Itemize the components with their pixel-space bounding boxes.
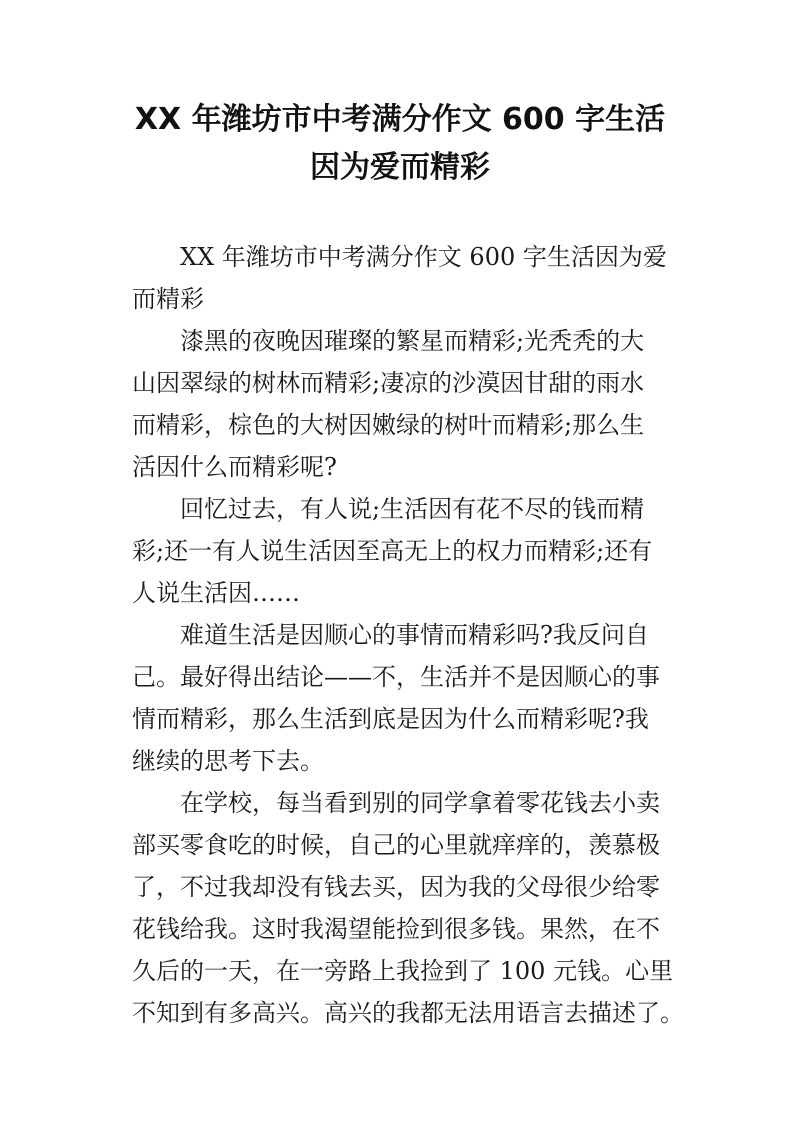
body-line: 回忆过去，有人说;生活因有花不尽的钱而精 <box>180 495 645 523</box>
body-line: 己。最好得出结论——不，生活并不是因顺心的事 <box>132 663 660 691</box>
body-line: 难道生活是因顺心的事情而精彩吗?我反问自 <box>180 621 649 649</box>
body-line: 不知到有多高兴。高兴的我都无法用语言去描述了。 <box>132 999 684 1027</box>
body-line: 继续的思考下去。 <box>132 747 324 775</box>
document-title <box>0 96 800 192</box>
body-line: 在学校，每当看到别的同学拿着零花钱去小卖 <box>180 789 660 817</box>
body-line: 山因翠绿的树林而精彩;凄凉的沙漠因甘甜的雨水 <box>132 369 645 397</box>
body-line: 漆黑的夜晚因璀璨的繁星而精彩;光秃秃的大 <box>180 327 645 355</box>
body-line: 久后的一天，在一旁路上我捡到了 100 元钱。心里 <box>132 957 674 985</box>
body-line: 情而精彩，那么生活到底是因为什么而精彩呢?我 <box>132 705 649 733</box>
body-line: 花钱给我。这时我渴望能捡到很多钱。果然，在不 <box>132 915 660 943</box>
body-line: 人说生活因…… <box>132 579 300 607</box>
body-line: XX 年潍坊市中考满分作文 600 字生活因为爱 <box>180 243 667 271</box>
body-line: 而精彩 <box>132 285 204 313</box>
body-line: 了，不过我却没有钱去买，因为我的父母很少给零 <box>132 873 660 901</box>
body-line: 彩;还一有人说生活因至高无上的权力而精彩;还有 <box>132 537 653 565</box>
body-line: 部买零食吃的时候，自己的心里就痒痒的，羡慕极 <box>132 831 660 859</box>
body-line: 而精彩，棕色的大树因嫩绿的树叶而精彩;那么生 <box>132 411 645 439</box>
title-line-2: 因为爱而精彩 <box>310 150 490 185</box>
body-line: 活因什么而精彩呢? <box>132 453 337 481</box>
document-body <box>132 236 692 1034</box>
title-line-1: XX 年潍坊市中考满分作文 600 字生活 <box>134 102 666 137</box>
